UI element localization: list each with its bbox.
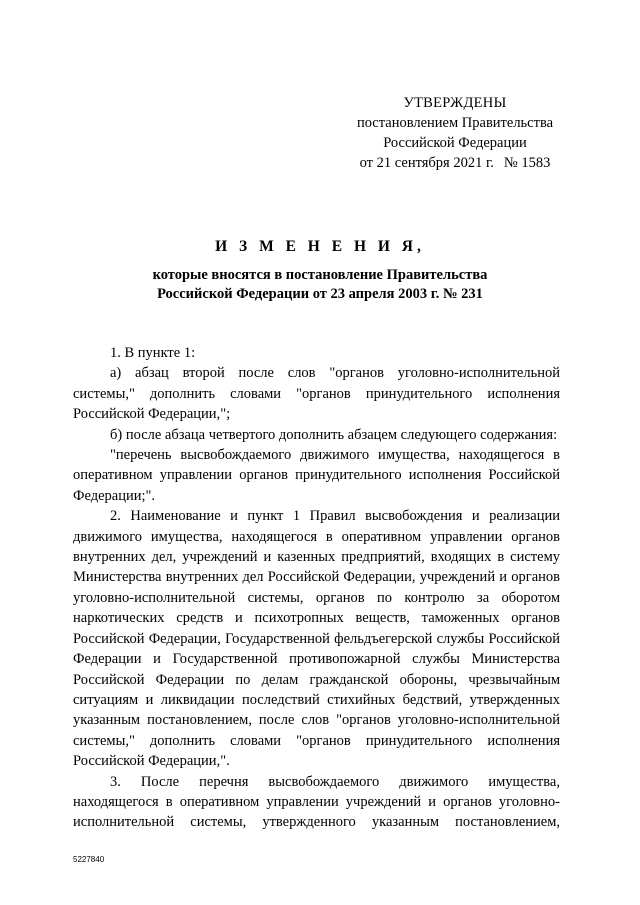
- approval-stamp: [330, 93, 580, 173]
- paragraph-1b: б) после абзаца четвертого дополнить абзацем следующего содержания:: [110, 426, 558, 443]
- paragraph-3: 3. После перечня высвобождаемого движимого имущества, находящегося в оперативном управлении учреждений и органов уголовно-исполнительной системы, утвержденного указанным постановлением,: [73, 773, 560, 831]
- paragraph-1: 1. В пункте 1:: [110, 345, 196, 361]
- approval-line-1: постановлением Правительства: [356, 115, 554, 131]
- approval-line-2: Российской Федерации: [383, 135, 527, 151]
- approval-date: от 21 сентября 2021 г.: [359, 155, 494, 171]
- document-subtitle-line-1: которые вносятся в постановление Правительства: [152, 267, 488, 283]
- approval-number: № 1583: [503, 155, 551, 171]
- document-title: И З М Е Н Е Н И Я,: [215, 238, 425, 255]
- document-title-block: [0, 238, 640, 304]
- paragraph-2: 2. Наименование и пункт 1 Правил высвобождения и реализации движимого имущества, находящегося в оперативном управлении органов внутренних дел, учреждений и казенных предприятий, входящих в систему Министерства внутренних дел Российской Федерации, учреждений и органов уголовно-исполнительной системы, органов по контролю за оборотом наркотических средств и психотропных веществ, таможенных органов Российской Федерации, Государственной фельдъегерской службы Российской Федерации и Государственной противопожарной службы Министерства Российской Федерации по делам гражданской обороны, чрезвычайным ситуациям и ликвидации последствий стихийных бедствий, утвержденных указанным постановлением, после слов "органов уголовно-исполнительной системы," дополнить словами "органов принудительного исполнения Российской Федерации,".: [73, 508, 560, 770]
- paragraph-1b-quote: "перечень высвобождаемого движимого имущества, находящегося в оперативном управлении органов принудительного исполнения Российской Федерации;".: [73, 447, 560, 504]
- document-code: 5227840: [73, 855, 105, 864]
- approval-heading: УТВЕРЖДЕНЫ: [403, 95, 507, 111]
- document-body: [73, 343, 560, 833]
- paragraph-1a: а) абзац второй после слов "органов уголовно-исполнительной системы," дополнить словами "органов принудительного исполнения Российской Федерации,";: [73, 365, 560, 423]
- document-subtitle-line-2: Российской Федерации от 23 апреля 2003 г. № 231: [157, 286, 483, 302]
- approval-date-line: [330, 153, 580, 173]
